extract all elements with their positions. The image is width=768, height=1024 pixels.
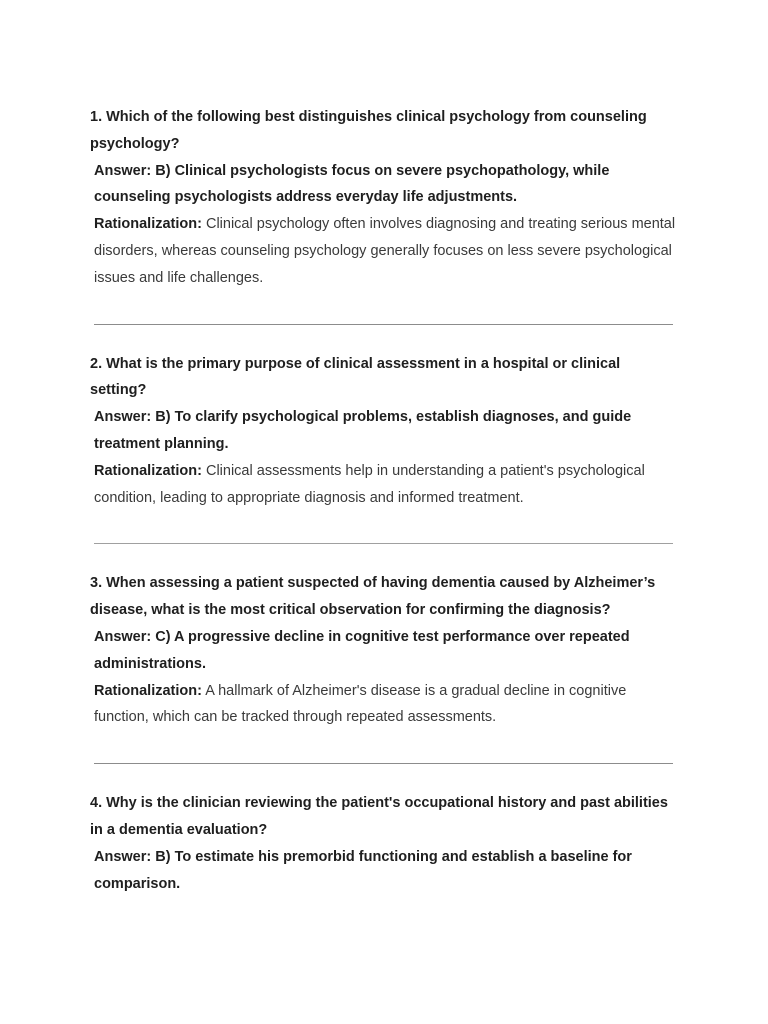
answer-text: Answer: B) Clinical psychologists focus on severe psychopathology, while counseling psychologists address everyday life adjustments. bbox=[94, 162, 610, 206]
question-block-3 bbox=[90, 570, 680, 731]
section-divider bbox=[94, 763, 673, 764]
rationale-body: Clinical assessments help in understanding a patient's psychological condition, leading to appropriate diagnosis and informed treatment. bbox=[94, 462, 645, 506]
answer-text: Answer: B) To estimate his premorbid functioning and establish a baseline for comparison. bbox=[94, 848, 632, 892]
answer-text: Answer: C) A progressive decline in cognitive test performance over repeated administrations. bbox=[94, 628, 630, 672]
question-text: 1. Which of the following best distinguishes clinical psychology from counseling psychology? bbox=[90, 109, 647, 152]
question-block-2 bbox=[90, 351, 680, 512]
section-divider bbox=[94, 324, 673, 325]
question-block-4 bbox=[90, 790, 680, 897]
rationale-body: Clinical psychology often involves diagnosing and treating serious mental disorders, whereas counseling psychology generally focuses on less severe psychological issues and life challenges. bbox=[94, 216, 676, 286]
question-text: 3. When assessing a patient suspected of having dementia caused by Alzheimer’s disease, what is the most critical observation for confirming the diagnosis? bbox=[90, 575, 656, 619]
section-divider bbox=[94, 543, 673, 544]
question-text: 4. Why is the clinician reviewing the patient's occupational history and past abilities in a dementia evaluation? bbox=[90, 795, 668, 838]
rationale-label: Rationalization: bbox=[94, 462, 202, 479]
rationale-text bbox=[90, 678, 680, 732]
rationale-label: Rationalization: bbox=[94, 216, 202, 233]
answer-text: Answer: B) To clarify psychological problems, establish diagnoses, and guide treatment planning. bbox=[94, 409, 632, 452]
rationale-text bbox=[90, 211, 680, 291]
rationale-label: Rationalization: bbox=[94, 682, 202, 699]
question-block-1 bbox=[90, 104, 680, 292]
rationale-body: A hallmark of Alzheimer's disease is a gradual decline in cognitive function, which can be tracked through repeated assessments. bbox=[94, 682, 627, 726]
question-text: 2. What is the primary purpose of clinical assessment in a hospital or clinical setting? bbox=[90, 355, 621, 399]
rationale-text bbox=[90, 458, 680, 512]
document-page bbox=[90, 104, 680, 897]
